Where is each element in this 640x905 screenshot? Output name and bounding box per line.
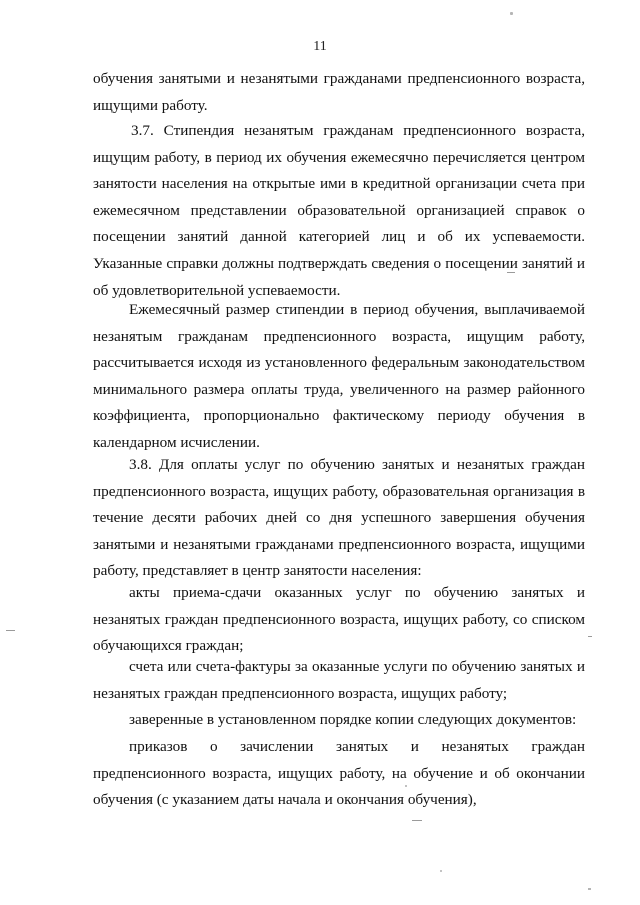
scan-artifact	[440, 870, 442, 872]
paragraph-stipend-size	[93, 297, 585, 457]
scan-artifact	[507, 272, 515, 273]
paragraph-3-8	[93, 452, 585, 585]
scan-artifact	[588, 636, 592, 637]
list-item-invoices	[93, 654, 585, 707]
scan-artifact	[405, 785, 407, 787]
list-item-orders	[93, 734, 585, 814]
paragraph-text: обучения занятыми и незанятыми гражданами предпенсионного возраста, ищущими работу.	[93, 70, 585, 114]
paragraph-text: заверенные в установленном порядке копии следующих документов:	[129, 711, 577, 728]
paragraph-text: Ежемесячный размер стипендии в период обучения, выплачиваемой незанятым гражданам предпенсионного возраста, ищущим работу, рассчитывается исходя из установленного федеральным законодательством минимального размера оплаты труда, увеличенного на размер районного коэффициента, пропорционально фактическому периоду обучения в календарном исчислении.	[93, 301, 585, 451]
scan-artifact	[510, 12, 513, 15]
paragraph-text: акты приема-сдачи оказанных услуг по обучению занятых и незанятых граждан предпенсионного возраста, ищущих работу, со списком обучающихся граждан;	[93, 584, 585, 655]
list-item-certified-copies	[93, 707, 585, 734]
scan-artifact	[6, 630, 15, 631]
list-item-acts	[93, 580, 585, 660]
page-number: 11	[313, 39, 327, 54]
paragraph-text: 3.8. Для оплаты услуг по обучению занятых и незанятых граждан предпенсионного возраста, ищущих работу, образовательная организация в течение десяти рабочих дней со дня успешного завершения обучения занятыми и незанятыми гражданами предпенсионного возраста, ищущими работу, представляет в центр занятости населения:	[93, 456, 585, 580]
scan-artifact	[588, 888, 591, 890]
paragraph-continuation	[93, 66, 585, 119]
paragraph-text: 3.7. Стипендия незанятым гражданам предпенсионного возраста, ищущим работу, в период их обучения ежемесячно перечисляется центром занятости населения на открытые ими в кредитной организации счета при ежемесячном представлении образовательной организацией справок о посещении занятий данной категорией лиц и об их успеваемости. Указанные справки должны подтверждать сведения о посещении занятий и об удовлетворительной успеваемости.	[93, 122, 585, 299]
scan-artifact	[412, 820, 422, 821]
paragraph-3-7	[93, 118, 585, 304]
paragraph-text: приказов о зачислении занятых и незанятых граждан предпенсионного возраста, ищущих работу, на обучение и об окончании обучения (с указанием даты начала и окончания обучения),	[93, 738, 585, 809]
paragraph-text: счета или счета-фактуры за оказанные услуги по обучению занятых и незанятых граждан предпенсионного возраста, ищущих работу;	[93, 658, 585, 702]
